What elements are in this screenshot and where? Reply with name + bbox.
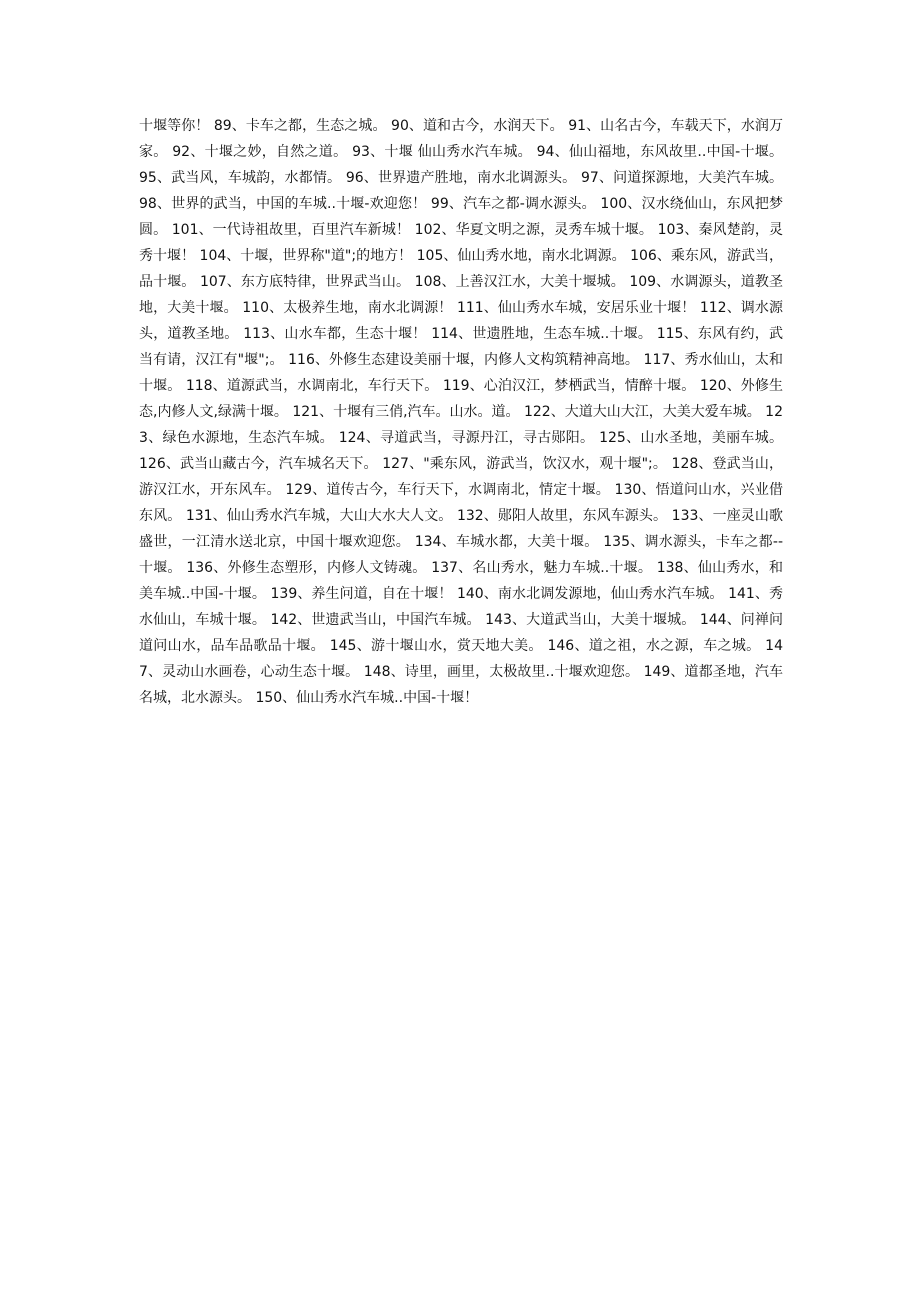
- slogan-list-paragraph: 十堰等你！ 89、卡车之都，生态之城。 90、道和古今，水润天下。 91、山名古今，车载天下，水润万家。 92、十堰之妙，自然之道。 93、十堰 仙山秀水汽车城。 94、仙山福地，东风故里..中国-十堰。 95、武当风，车城韵，水都情。 96、世界遗产胜地，南水北调源头。 97、问道探源地，大美汽车城。 98、世界的武当，中国的车城..十堰-欢迎您！ 99、汽车之都-调水源头。 100、汉水绕仙山，东风把梦圆。 101、一代诗祖故里，百里汽车新城！ 102、华夏文明之源，灵秀车城十堰。 103、秦风楚韵，灵秀十堰！ 104、十堰，世界称"道";的地方！ 105、仙山秀水地，南水北调源。 106、乘东风，游武当，品十堰。 107、东方底特律，世界武当山。 108、上善汉江水，大美十堰城。 109、水调源头，道教圣地，大美十堰。 110、太极养生地，南水北调源！ 111、仙山秀水车城，安居乐业十堰！ 112、调水源头，道教圣地。 113、山水车都，生态十堰！ 114、世遗胜地，生态车城..十堰。 115、东风有约，武当有请，汉江有"堰";。 116、外修生态建设美丽十堰，内修人文构筑精神高地。 117、秀水仙山，太和十堰。 118、道源武当，水调南北，车行天下。 119、心泊汉江，梦栖武当，情醉十堰。 120、外修生态,内修人文,绿满十堰。 121、十堰有三俏,汽车。山水。道。 122、大道大山大江，大美大爱车城。 123、绿色水源地，生态汽车城。 124、寻道武当，寻源丹江，寻古郧阳。 125、山水圣地，美丽车城。 126、武当山藏古今，汽车城名天下。 127、"乘东风，游武当，饮汉水，观十堰";。 128、登武当山，游汉江水，开东风车。 129、道传古今，车行天下，水调南北，情定十堰。 130、悟道问山水，兴业借东风。 131、仙山秀水汽车城，大山大水大人文。 132、郧阳人故里，东风车源头。 133、一座灵山歌盛世，一江清水送北京，中国十堰欢迎您。 134、车城水都，大美十堰。 135、调水源头，卡车之都--十堰。 136、外修生态塑形，内修人文铸魂。 137、名山秀水，魅力车城..十堰。 138、仙山秀水，和美车城..中国-十堰。 139、养生问道，自在十堰！ 140、南水北调发源地，仙山秀水汽车城。 141、秀水仙山，车城十堰。 142、世遗武当山，中国汽车城。 143、大道武当山，大美十堰城。 144、问禅问道问山水，品车品歌品十堰。 145、游十堰山水，赏天地大美。 146、道之祖，水之源，车之城。 147、灵动山水画卷，心动生态十堰。 148、诗里，画里，太极故里..十堰欢迎您。 149、道都圣地，汽车名城，北水源头。 150、仙山秀水汽车城..中国-十堰！: [139, 118, 783, 706]
